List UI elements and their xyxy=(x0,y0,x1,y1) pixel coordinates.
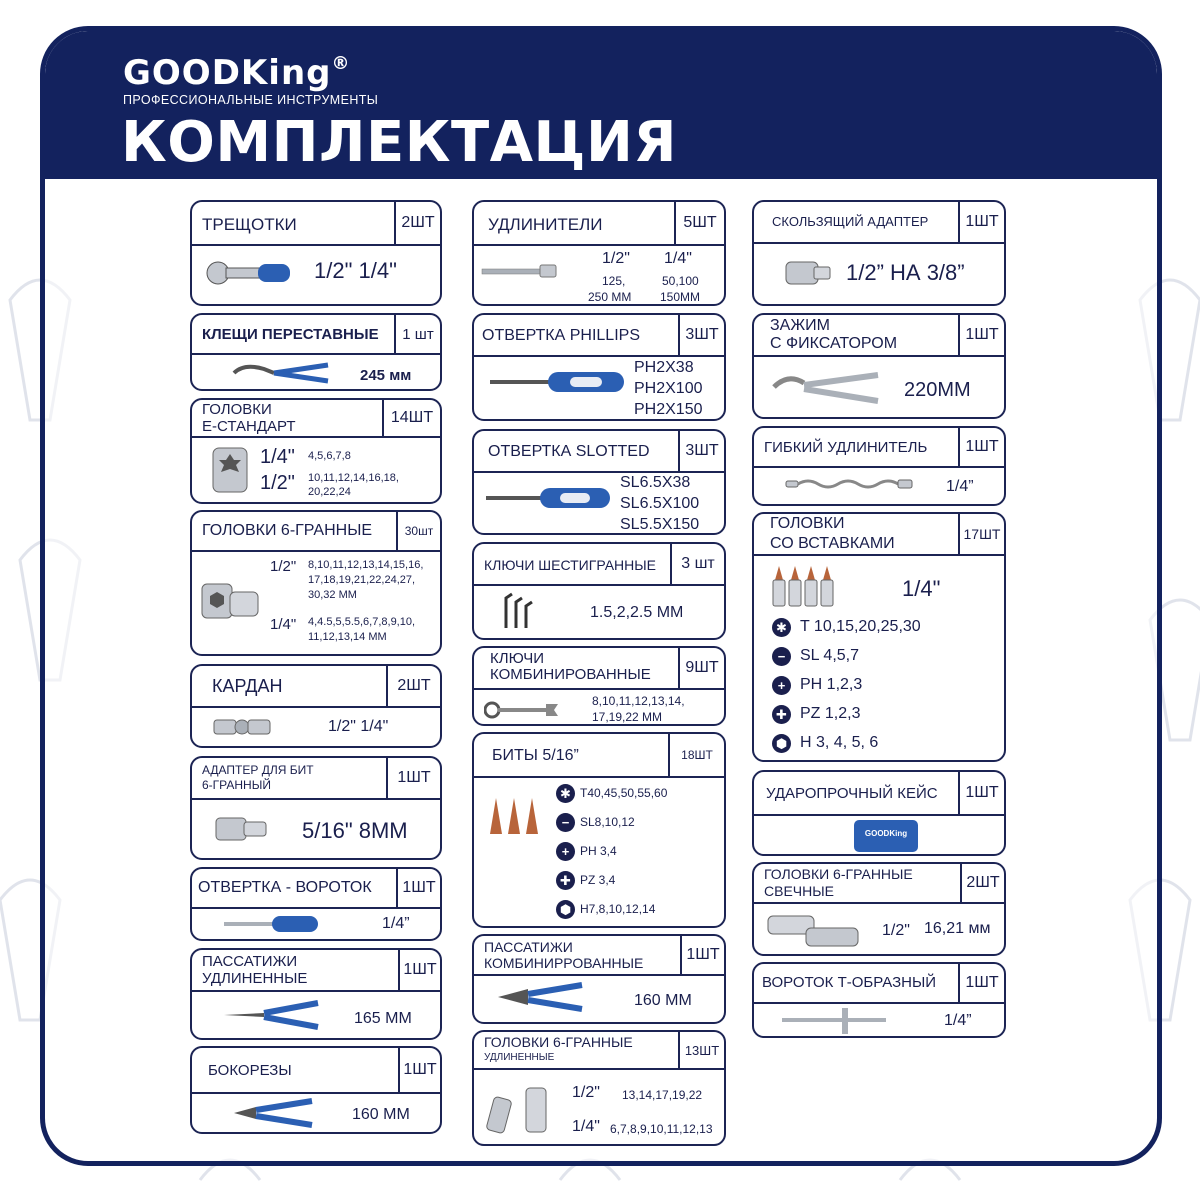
item-pliers-adjustable xyxy=(190,313,442,391)
side-cutters-image xyxy=(232,1098,316,1128)
item-name-line1: ПАССАТИЖИ xyxy=(484,939,573,955)
bit-type-icon: ✚ xyxy=(556,871,575,890)
size-values: 150MM xyxy=(660,290,701,304)
size-value: PH2X150 xyxy=(634,401,703,418)
size-label: 1/4" xyxy=(270,616,297,633)
size-value: PH2X38 xyxy=(634,359,694,376)
item-name: ВОРОТОК Т-ОБРАЗНЫЙ xyxy=(762,974,937,991)
item-name: ГОЛОВКИ 6-ГРАННЫЕ xyxy=(202,522,373,539)
item-name: ОТВЕРТКА PHILLIPS xyxy=(482,327,640,344)
slotted-screwdriver-image xyxy=(484,483,614,513)
item-screwdriver-wrench xyxy=(190,867,442,941)
item-name-line2: 6-ГРАННЫЙ xyxy=(202,778,271,792)
item-name xyxy=(490,651,651,683)
item-qty: 1ШТ xyxy=(386,758,440,798)
item-name: УДАРОПРОЧНЫЙ КЕЙС xyxy=(766,785,938,802)
item-qty: 17ШТ xyxy=(958,514,1004,554)
bit-adapter-image xyxy=(214,814,270,844)
bit-sizes: H7,8,10,12,14 xyxy=(580,902,656,916)
item-name: УДЛИНИТЕЛИ xyxy=(488,215,603,234)
case-logo: GOODKing xyxy=(864,829,908,838)
bit-type-icon: − xyxy=(556,813,575,832)
bit-sizes: PZ 1,2,3 xyxy=(800,705,861,722)
size-label: 1/2" xyxy=(260,472,295,494)
item-spark-sockets xyxy=(752,862,1006,956)
item-qty: 2ШТ xyxy=(960,864,1004,902)
item-name-line2: С ФИКСАТОРОМ xyxy=(770,335,898,352)
item-spec: 1.5,2,2.5 ММ xyxy=(590,604,684,621)
bit-type-icon: + xyxy=(556,842,575,861)
item-qty: 9ШТ xyxy=(678,648,724,688)
size-label: 1/4" xyxy=(572,1118,600,1135)
item-qty: 1ШТ xyxy=(396,869,440,907)
bit-type-icon: ✱ xyxy=(772,618,791,637)
item-name: КАРДАН xyxy=(212,676,283,696)
item-qty: 1ШТ xyxy=(958,315,1004,355)
flexible-extension-image xyxy=(784,476,914,492)
size-values: 30,32 MM xyxy=(308,589,357,601)
bit-sizes: PZ 3,4 xyxy=(580,873,616,887)
item-qty: 5ШТ xyxy=(674,202,724,244)
item-spec: 5/16" 8ММ xyxy=(302,818,408,843)
item-spec: 1/2” НА 3/8” xyxy=(846,260,965,285)
item-side-cutters xyxy=(190,1046,442,1134)
bit-type-icon: + xyxy=(772,676,791,695)
phillips-screwdriver-image xyxy=(488,367,628,397)
size-values: 13,14,17,19,22 xyxy=(622,1088,703,1102)
item-sockets-hex xyxy=(190,510,442,656)
locking-pliers-image xyxy=(772,369,882,405)
hex-socket-image xyxy=(200,578,262,622)
item-name-line1: ГОЛОВКИ 6-ГРАННЫЕ xyxy=(484,1034,633,1050)
item-spec: 1/4” xyxy=(946,478,974,495)
brand-subtitle: ПРОФЕССИОНАЛЬНЫЕ ИНСТРУМЕНТЫ xyxy=(123,93,379,107)
item-name-line1: КЛЮЧИ xyxy=(490,650,545,667)
item-qty: 1ШТ xyxy=(680,936,724,974)
item-name-line1: ГОЛОВКИ 6-ГРАННЫЕ xyxy=(764,866,913,882)
item-pliers-combo xyxy=(472,934,726,1024)
item-spec: 1/2" 1/4" xyxy=(328,718,389,735)
item-qty: 2ШТ xyxy=(386,666,440,706)
item-name-line2: УДЛИНЕННЫЕ xyxy=(202,970,308,987)
size-values: 17,19,22 MM xyxy=(592,710,663,724)
item-qty: 3ШТ xyxy=(678,315,724,355)
item-spec: 1/4” xyxy=(944,1012,972,1029)
size-values: 8,10,11,12,13,14,15,16, xyxy=(308,559,424,571)
size-values: 17,18,19,21,22,24,27, xyxy=(308,574,416,586)
tool-case-image xyxy=(854,820,918,852)
bit-type-icon: ✱ xyxy=(556,784,575,803)
item-name-line1: ПАССАТИЖИ xyxy=(202,953,298,970)
item-name-line1: ГОЛОВКИ xyxy=(770,515,845,532)
size-values: 4,5,6,7,8 xyxy=(308,450,351,462)
item-name xyxy=(202,953,307,987)
item-name: ОТВЕРТКА SLOTTED xyxy=(488,443,650,460)
ratchet-image xyxy=(206,258,292,288)
item-spec: 245 мм xyxy=(360,367,412,384)
cardan-joint-image xyxy=(212,714,272,740)
size-values: 125, xyxy=(602,274,626,288)
item-qty: 1 шт xyxy=(394,315,440,353)
item-cardan xyxy=(190,664,442,748)
item-spec: 1/2" 1/4" xyxy=(314,258,397,283)
registered-mark: ® xyxy=(331,53,351,74)
item-sockets-long xyxy=(472,1030,726,1146)
item-qty: 30шт xyxy=(396,512,440,550)
item-name: СКОЛЬЗЯЩИЙ АДАПТЕР xyxy=(772,214,929,229)
size-value: SL6.5X38 xyxy=(620,474,691,491)
item-name: БИТЫ 5/16” xyxy=(492,747,579,764)
sliding-adapter-image xyxy=(784,258,834,288)
item-qty: 13ШТ xyxy=(678,1032,724,1068)
size-label: 1/2" xyxy=(270,558,297,575)
bit-sizes: T 10,15,20,25,30 xyxy=(800,618,921,635)
spark-plug-sockets-image xyxy=(766,908,862,950)
item-qty: 1ШТ xyxy=(398,950,440,990)
item-name-line1: ГОЛОВКИ xyxy=(202,401,272,418)
combination-pliers-image xyxy=(496,982,586,1012)
item-qty: 1ШТ xyxy=(398,1048,440,1092)
item-qty: 3 шт xyxy=(670,544,724,584)
item-case xyxy=(752,770,1006,856)
item-bit-sockets xyxy=(752,512,1006,762)
bit-type-icon: ✚ xyxy=(772,705,791,724)
header-banner xyxy=(45,31,1157,179)
item-name: ТРЕЩОТКИ xyxy=(202,215,297,234)
size-label: 1/4" xyxy=(664,250,692,267)
item-name: ГИБКИЙ УДЛИНИТЕЛЬ xyxy=(764,439,928,456)
deep-sockets-image xyxy=(486,1084,556,1138)
item-name-line2: СВЕЧНЫЕ xyxy=(764,883,834,899)
size-values: 11,12,13,14 MM xyxy=(308,631,387,643)
item-spec: 165 ММ xyxy=(354,1010,412,1027)
size-label: 1/2" xyxy=(572,1084,600,1101)
screwdriver-wrench-image xyxy=(222,913,322,935)
item-name-line2: СО ВСТАВКАМИ xyxy=(770,535,895,552)
item-name-line1: ЗАЖИМ xyxy=(770,317,830,334)
e-socket-image xyxy=(210,444,250,496)
size-value: PH2X100 xyxy=(634,380,703,397)
item-name-line2: КОМБИНИРОВАННЫЕ xyxy=(490,666,651,683)
page-title: КОМПЛЕКТАЦИЯ xyxy=(121,110,677,175)
bit-type-icon: − xyxy=(772,647,791,666)
item-name xyxy=(764,866,913,900)
item-combo-wrenches xyxy=(472,646,726,726)
hex-keys-image xyxy=(500,592,540,632)
size-values: 8,10,11,12,13,14, xyxy=(592,694,685,708)
item-name xyxy=(484,939,643,971)
size-values: 6,7,8,9,10,11,12,13 xyxy=(610,1122,713,1136)
bit-sizes: H 3, 4, 5, 6 xyxy=(800,734,879,751)
bits-image xyxy=(484,794,548,838)
extension-bar-image xyxy=(480,262,560,280)
item-name-line2: Е-СТАНДАРТ xyxy=(202,418,296,435)
item-name: КЛЮЧИ ШЕСТИГРАННЫЕ xyxy=(484,557,657,573)
item-name xyxy=(202,401,296,435)
item-ratchets xyxy=(190,200,442,306)
bit-sizes: SL8,10,12 xyxy=(580,815,635,829)
combo-wrench-image xyxy=(484,700,560,720)
item-name xyxy=(202,763,314,793)
item-sliding-adapter xyxy=(752,200,1006,306)
size-label: 1/4" xyxy=(902,576,941,601)
item-qty: 14ШТ xyxy=(382,400,440,436)
bit-type-icon: ⬢ xyxy=(556,900,575,919)
item-screwdriver-slotted xyxy=(472,429,726,535)
t-handle-wrench-image xyxy=(780,1006,890,1036)
item-name-line2: УДЛИНЕННЫЕ xyxy=(484,1052,555,1063)
item-sockets-e-standard xyxy=(190,398,442,504)
item-spec: 220ММ xyxy=(904,379,971,401)
bit-sockets-image xyxy=(770,562,840,612)
size-value: SL6.5X100 xyxy=(620,495,700,512)
item-spec: 160 ММ xyxy=(634,992,692,1009)
item-name xyxy=(484,1035,633,1065)
item-qty: 1ШТ xyxy=(958,964,1004,1002)
brand-logo xyxy=(123,53,378,107)
size-label: 1/4" xyxy=(260,446,295,468)
item-name: КЛЕЩИ ПЕРЕСТАВНЫЕ xyxy=(202,326,379,343)
item-name-line2: КОМБИНИРРОВАННЫЕ xyxy=(484,955,644,971)
item-qty: 18ШТ xyxy=(668,734,724,776)
size-values: 250 MM xyxy=(588,290,632,304)
item-name-line1: АДАПТЕР ДЛЯ БИТ xyxy=(202,763,314,777)
bit-sizes: T40,45,50,55,60 xyxy=(580,786,668,800)
size-values: 50,100 xyxy=(662,274,699,288)
size-label: 1/2" xyxy=(602,250,630,267)
item-bits xyxy=(472,732,726,928)
item-qty: 1ШТ xyxy=(958,202,1004,242)
size-value: SL5.5X150 xyxy=(620,516,700,533)
size-values: 4,4.5,5,5.5,6,7,8,9,10, xyxy=(308,616,416,628)
item-t-wrench xyxy=(752,962,1006,1038)
adjustable-pliers-image xyxy=(232,361,332,385)
bit-sizes: PH 3,4 xyxy=(580,844,617,858)
size-values: 20,22,24 xyxy=(308,486,351,498)
bit-type-icon: ⬢ xyxy=(772,734,791,753)
item-spec: 1/4” xyxy=(382,915,410,932)
item-spec: 16,21 мм xyxy=(924,920,991,937)
item-locking-clamp xyxy=(752,313,1006,419)
bit-sizes: PH 1,2,3 xyxy=(800,676,863,693)
item-name xyxy=(770,317,897,353)
size-values: 10,11,12,14,16,18, xyxy=(308,472,399,484)
brand-name: GOODKing xyxy=(123,53,332,93)
item-extensions xyxy=(472,200,726,306)
item-spec: 160 ММ xyxy=(352,1106,410,1123)
item-qty: 1ШТ xyxy=(958,772,1004,814)
item-name xyxy=(770,514,895,554)
item-bit-adapter xyxy=(190,756,442,860)
item-flex-extension xyxy=(752,426,1006,506)
item-qty: 2ШТ xyxy=(394,202,440,244)
item-qty: 3ШТ xyxy=(678,431,724,471)
item-pliers-long xyxy=(190,948,442,1040)
item-name: БОКОРЕЗЫ xyxy=(208,1062,292,1079)
bit-sizes: SL 4,5,7 xyxy=(800,647,860,664)
item-hex-keys xyxy=(472,542,726,640)
long-pliers-image xyxy=(222,1000,322,1030)
item-name: ОТВЕРТКА - ВОРОТОК xyxy=(198,879,372,896)
item-screwdriver-phillips xyxy=(472,313,726,421)
item-qty: 1ШТ xyxy=(958,428,1004,466)
size-label: 1/2" xyxy=(882,922,910,939)
